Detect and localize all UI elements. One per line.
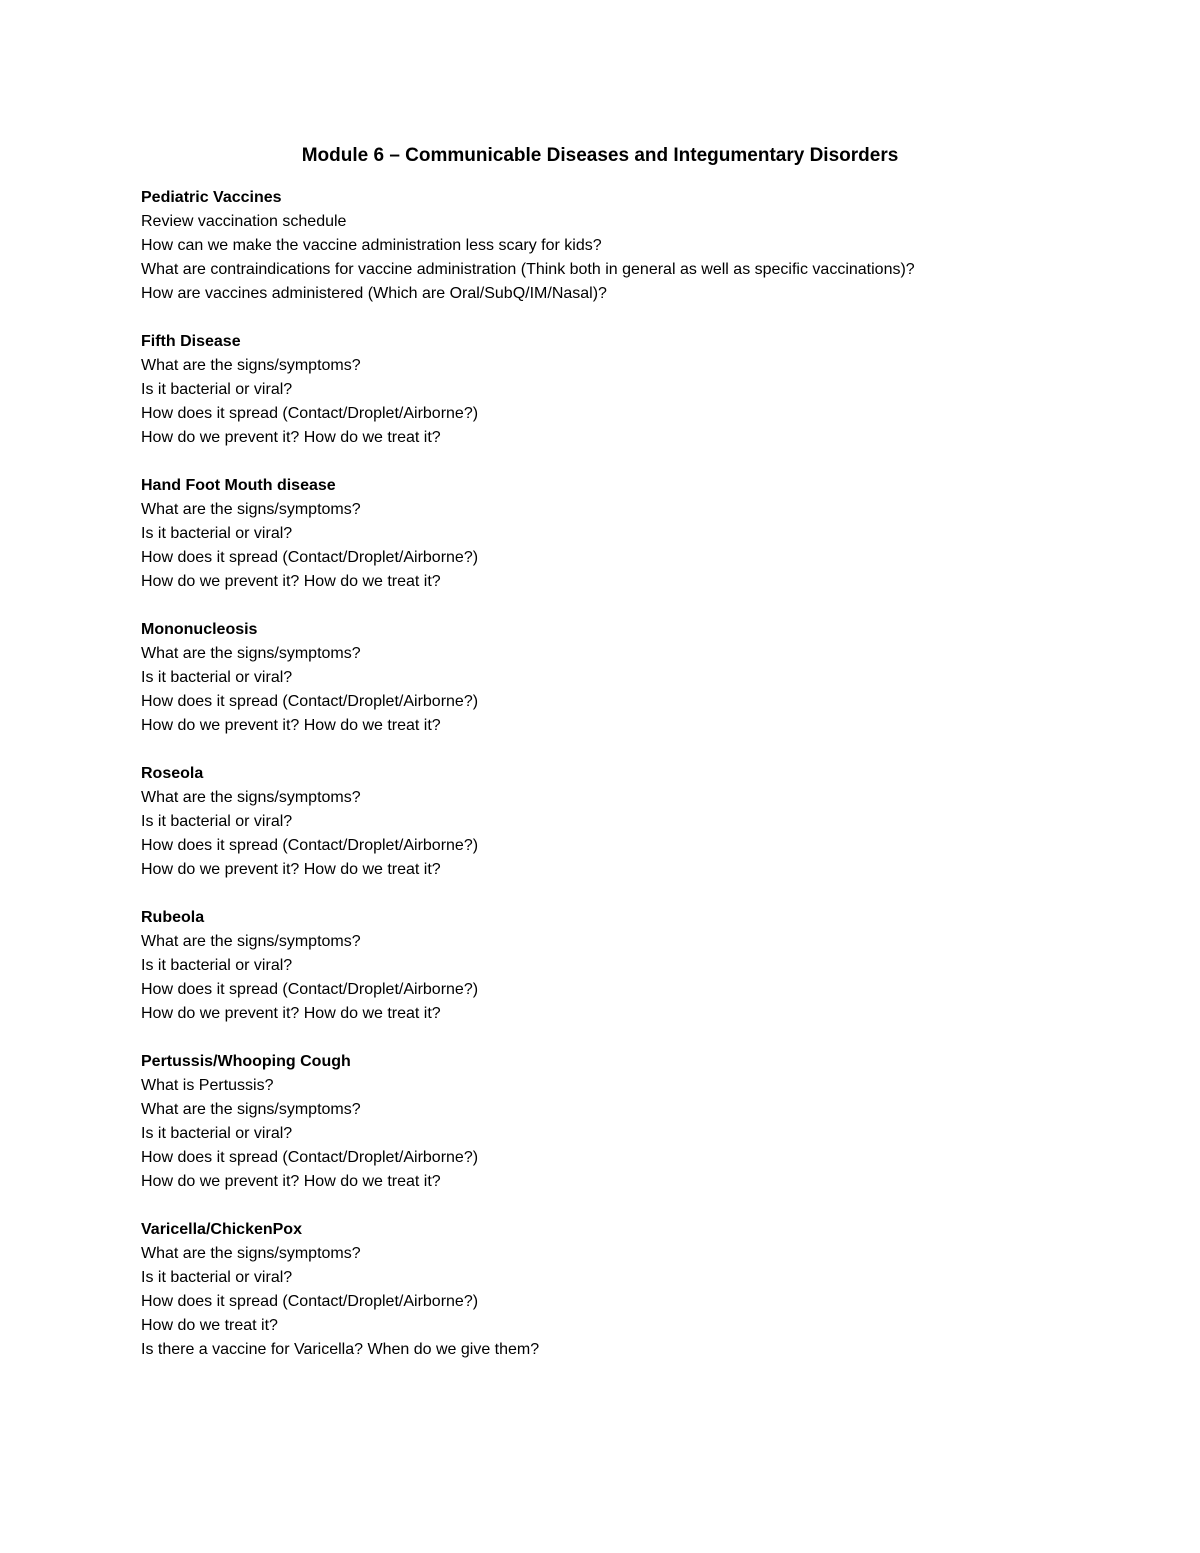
question-line: How are vaccines administered (Which are Oral/SubQ/IM/Nasal)?	[141, 285, 607, 302]
question-line: How does it spread (Contact/Droplet/Airborne?)	[141, 1149, 479, 1166]
question-line: What are the signs/symptoms?	[141, 1101, 361, 1118]
page-title: Module 6 – Communicable Diseases and Integumentary Disorders	[301, 145, 899, 166]
question-line: What are the signs/symptoms?	[141, 1245, 361, 1262]
question-line: Is it bacterial or viral?	[141, 813, 293, 830]
question-line: How does it spread (Contact/Droplet/Airborne?)	[141, 981, 479, 998]
question-line: How does it spread (Contact/Droplet/Airborne?)	[141, 1293, 479, 1310]
question-line: How do we prevent it? How do we treat it?	[141, 573, 441, 590]
question-line: How does it spread (Contact/Droplet/Airborne?)	[141, 837, 479, 854]
section-mononucleosis	[141, 618, 1101, 738]
question-line: Is it bacterial or viral?	[141, 669, 293, 686]
section-heading: Mononucleosis	[141, 621, 258, 638]
question-line: What is Pertussis?	[141, 1077, 274, 1094]
question-line: How does it spread (Contact/Droplet/Airborne?)	[141, 693, 479, 710]
question-line: What are the signs/symptoms?	[141, 933, 361, 950]
section-heading: Varicella/ChickenPox	[141, 1221, 302, 1238]
question-line: How can we make the vaccine administration less scary for kids?	[141, 237, 602, 254]
question-line: Is it bacterial or viral?	[141, 1269, 293, 1286]
question-line: How does it spread (Contact/Droplet/Airborne?)	[141, 549, 479, 566]
question-line: How do we prevent it? How do we treat it?	[141, 1005, 441, 1022]
question-line: How do we prevent it? How do we treat it?	[141, 1173, 441, 1190]
question-line: Is there a vaccine for Varicella? When do we give them?	[141, 1341, 540, 1358]
section-heading: Hand Foot Mouth disease	[141, 477, 336, 494]
question-line: How does it spread (Contact/Droplet/Airborne?)	[141, 405, 479, 422]
section-fifth-disease	[141, 330, 1101, 450]
question-line: Is it bacterial or viral?	[141, 381, 293, 398]
question-line: How do we prevent it? How do we treat it?	[141, 429, 441, 446]
section-varicella	[141, 1218, 1101, 1362]
section-heading: Pediatric Vaccines	[141, 189, 282, 206]
section-roseola	[141, 762, 1101, 882]
question-line: How do we prevent it? How do we treat it?	[141, 717, 441, 734]
section-rubeola	[141, 906, 1101, 1026]
question-line: Review vaccination schedule	[141, 213, 347, 230]
document-body	[141, 186, 1101, 1386]
section-heading: Pertussis/Whooping Cough	[141, 1053, 351, 1070]
question-line: Is it bacterial or viral?	[141, 1125, 293, 1142]
section-pediatric-vaccines	[141, 186, 1101, 306]
question-line: How do we prevent it? How do we treat it?	[141, 861, 441, 878]
question-line: How do we treat it?	[141, 1317, 278, 1334]
question-line: What are the signs/symptoms?	[141, 789, 361, 806]
section-heading: Roseola	[141, 765, 204, 782]
question-line: What are contraindications for vaccine administration (Think both in general as well as specific vaccinations)?	[141, 261, 915, 278]
question-line: What are the signs/symptoms?	[141, 501, 361, 518]
question-line: What are the signs/symptoms?	[141, 357, 361, 374]
section-hand-foot-mouth	[141, 474, 1101, 594]
section-pertussis	[141, 1050, 1101, 1194]
question-line: Is it bacterial or viral?	[141, 525, 293, 542]
question-line: What are the signs/symptoms?	[141, 645, 361, 662]
section-heading: Fifth Disease	[141, 333, 241, 350]
question-line: Is it bacterial or viral?	[141, 957, 293, 974]
section-heading: Rubeola	[141, 909, 205, 926]
